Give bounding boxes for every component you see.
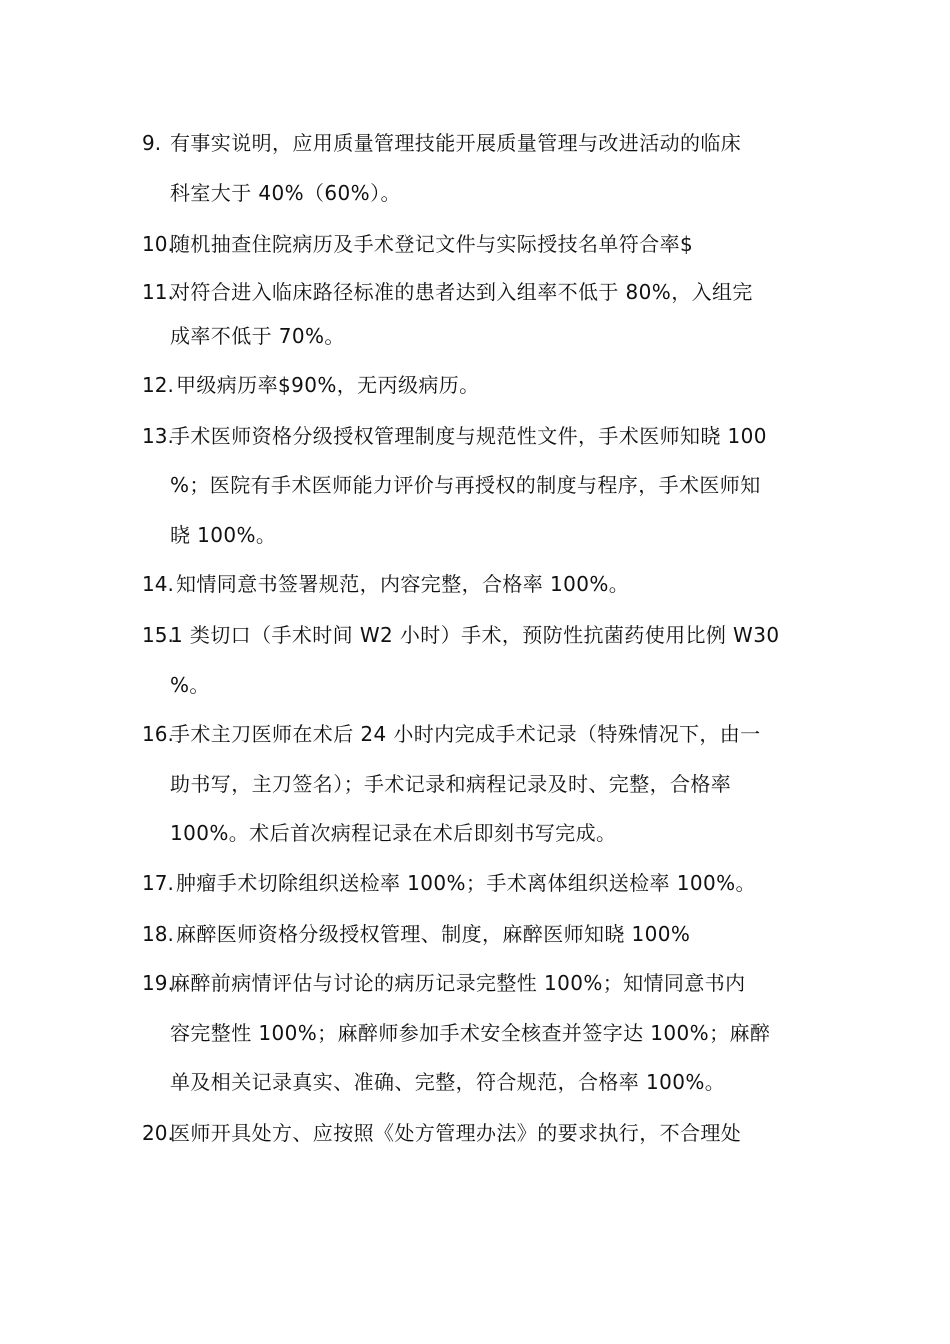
item-text-line: 容完整性 100%；麻醉师参加手术安全核查并签字达 100%；麻醉 (170, 1021, 771, 1045)
item-number: 11. (142, 280, 174, 304)
item-number: 18. (142, 922, 174, 946)
item-text-line: 手术医师资格分级授权管理制度与规范性文件，手术医师知晓 100 (170, 424, 767, 448)
item-text-line: %。 (170, 673, 210, 697)
item-number: 20. (142, 1121, 174, 1145)
item-text-line: %；医院有手术医师能力评价与再授权的制度与程序，手术医师知 (170, 473, 761, 497)
item-number: 16. (142, 722, 174, 746)
item-text-line: 100%。术后首次病程记录在术后即刻书写完成。 (170, 821, 617, 845)
item-text-line: 科室大于 40%（60%）。 (170, 181, 401, 205)
item-number: 10. (142, 232, 174, 256)
item-text-line: 麻醉医师资格分级授权管理、制度，麻醉医师知晓 100% (176, 922, 691, 946)
item-text-line: 手术主刀医师在术后 24 小时内完成手术记录（特殊情况下，由一 (170, 722, 761, 746)
item-text-line: 甲级病历率$90%，无丙级病历。 (176, 373, 480, 397)
item-number: 17. (142, 871, 174, 895)
item-text-line: 有事实说明，应用质量管理技能开展质量管理与改进活动的临床 (170, 131, 742, 155)
item-text-line: 麻醉前病情评估与讨论的病历记录完整性 100%；知情同意书内 (170, 971, 746, 995)
item-text-line: 单及相关记录真实、准确、完整，符合规范，合格率 100%。 (170, 1070, 726, 1094)
item-text-line: 知情同意书签署规范，内容完整，合格率 100%。 (176, 572, 630, 596)
item-text-line: 医师开具处方、应按照《处方管理办法》的要求执行，不合理处 (170, 1121, 742, 1145)
item-number: 14. (142, 572, 174, 596)
item-number: 13. (142, 424, 174, 448)
item-text-line: 肿瘤手术切除组织送检率 100%；手术离体组织送检率 100%。 (176, 871, 756, 895)
item-number: 15. (142, 623, 174, 647)
item-text-line: 对符合进入临床路径标准的患者达到入组率不低于 80%，入组完 (170, 280, 753, 304)
item-text-line: 成率不低于 70%。 (170, 324, 345, 348)
item-text-line: 1 类切口（手术时间 W2 小时）手术，预防性抗菌药使用比例 W30 (170, 623, 780, 647)
item-text-line: 随机抽查住院病历及手术登记文件与实际授技名单符合率$ (170, 232, 694, 256)
item-number: 19. (142, 971, 174, 995)
item-text-line: 助书写，主刀签名）；手术记录和病程记录及时、完整，合格率 (170, 772, 732, 796)
item-text-line: 晓 100%。 (170, 523, 277, 547)
item-number: 9. (142, 131, 162, 155)
item-number: 12. (142, 373, 174, 397)
